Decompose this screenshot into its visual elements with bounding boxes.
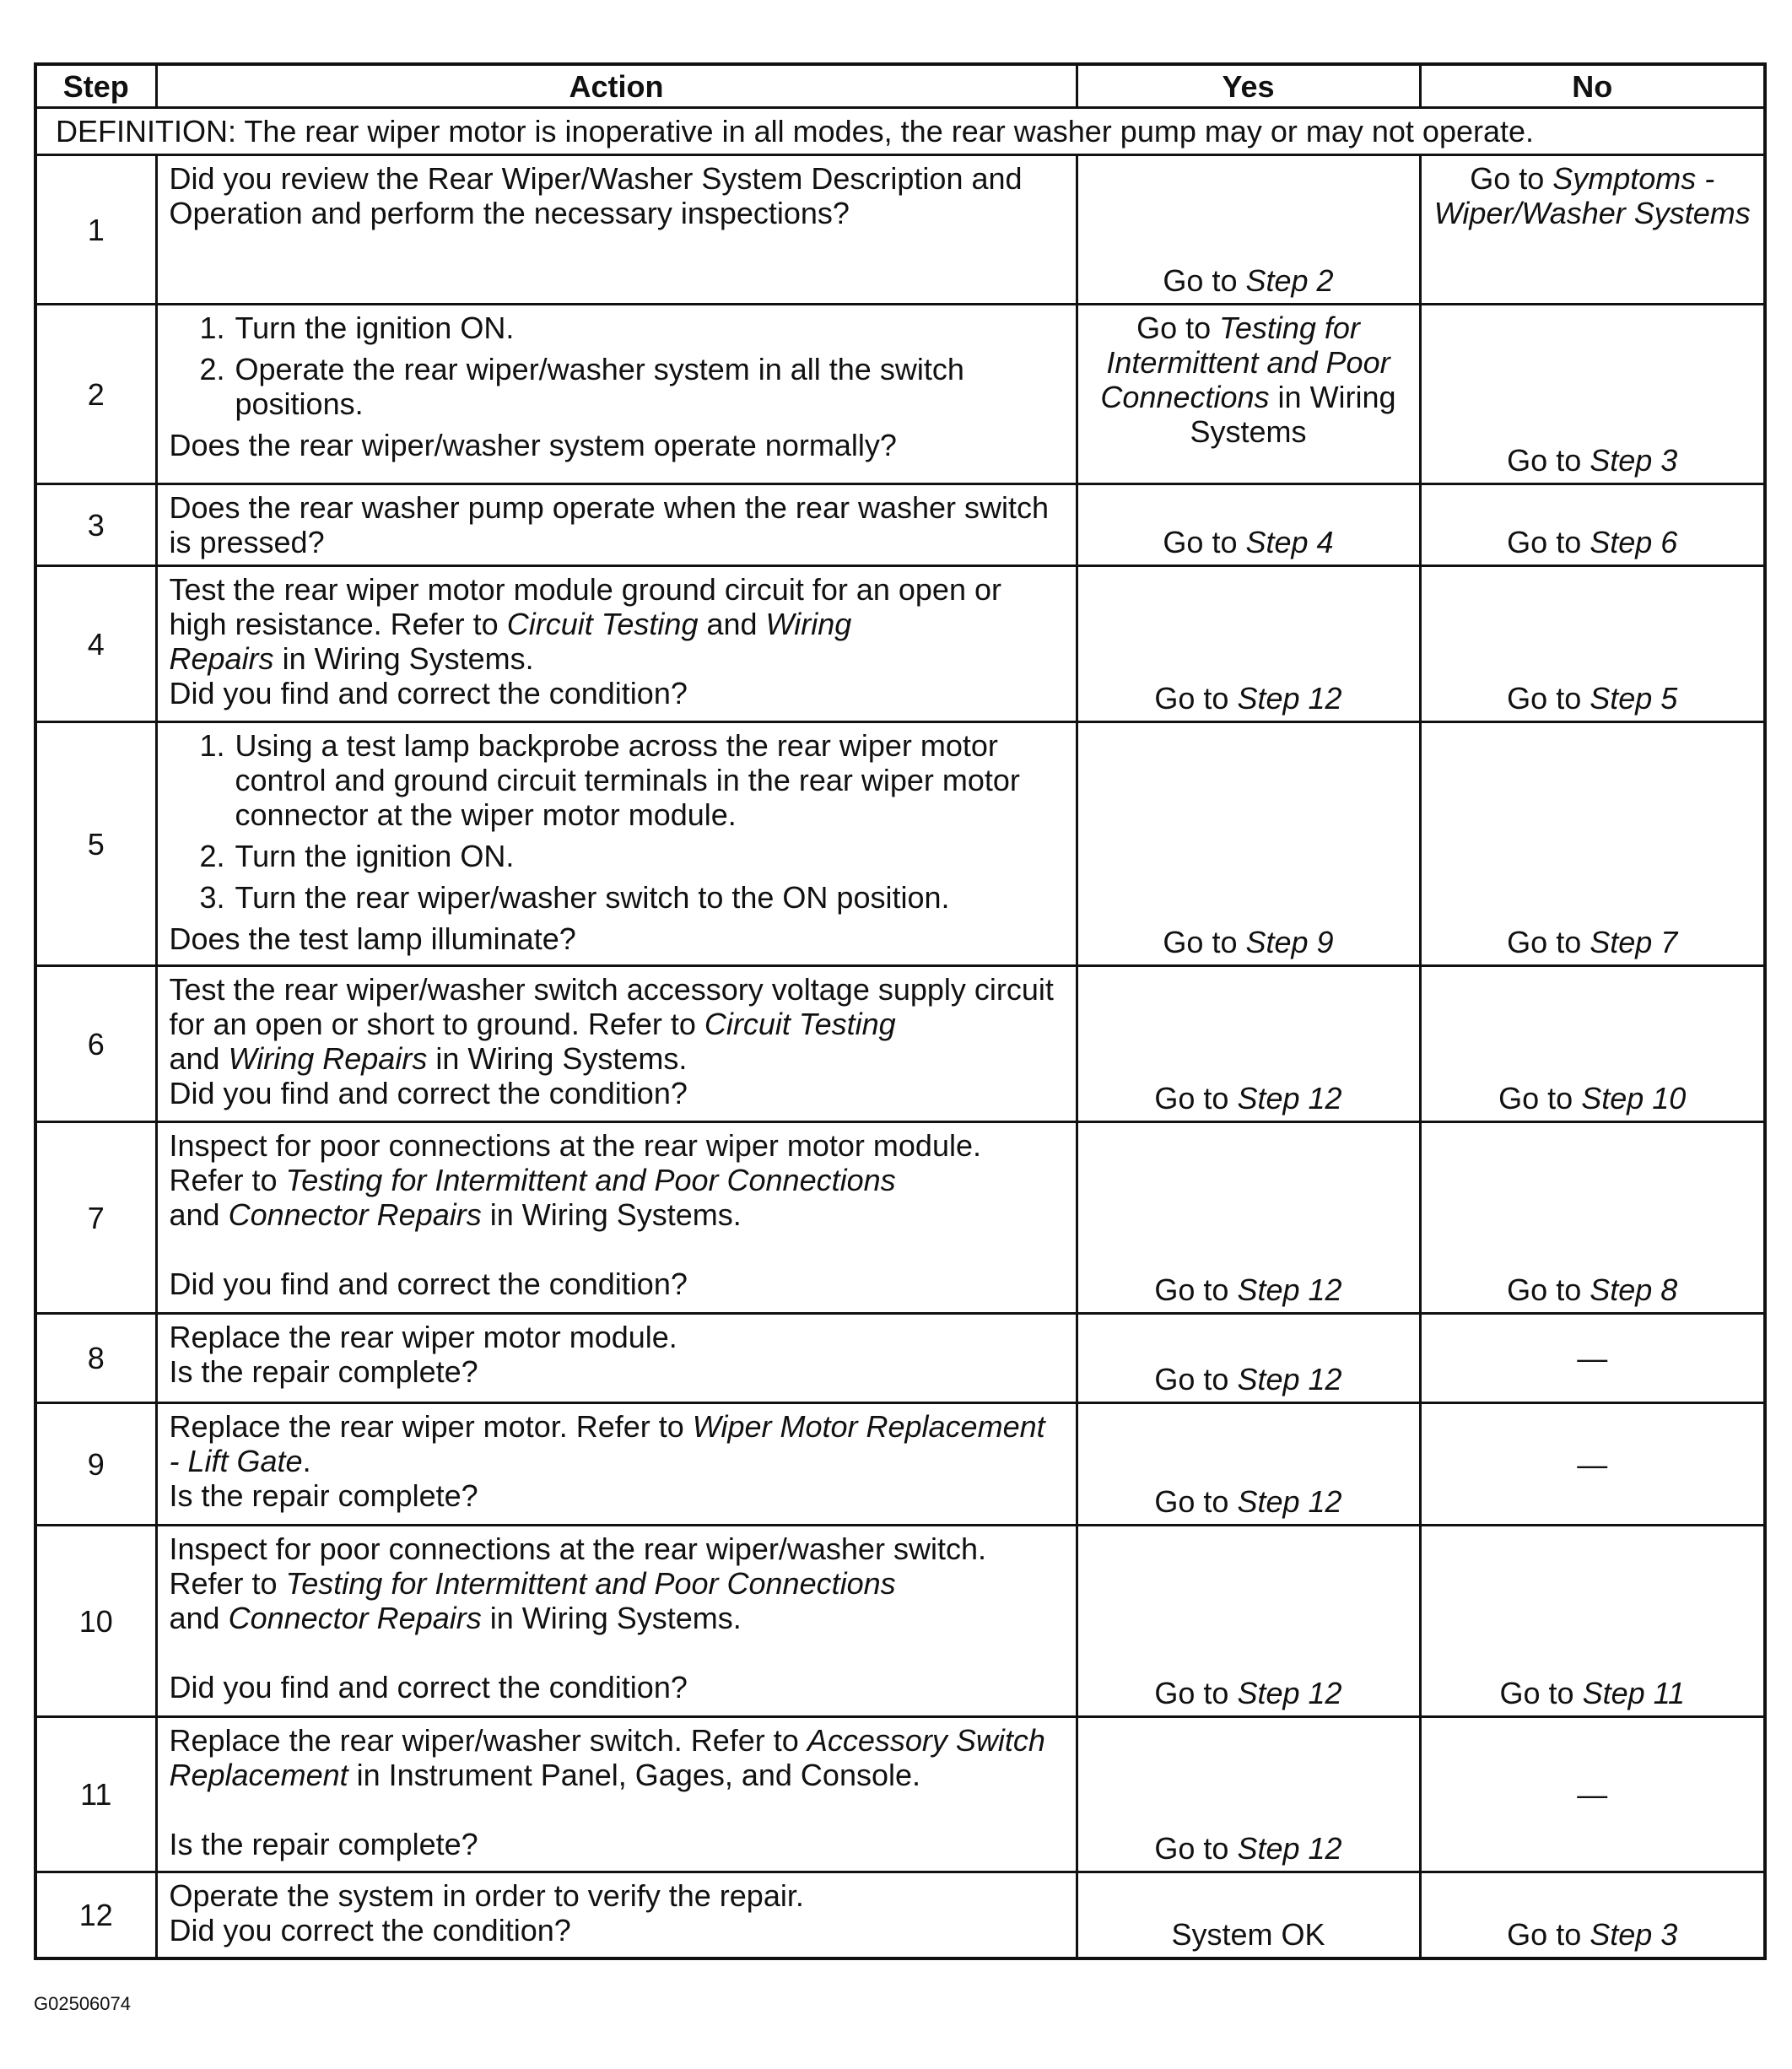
reference-text: Step 3 — [1590, 443, 1678, 478]
action-line — [170, 161, 1064, 196]
text-segment: Does the rear washer pump operate when the rear washer switch — [169, 490, 1050, 525]
no-result — [1420, 484, 1765, 566]
action-line — [170, 525, 1064, 559]
text-segment: Go to — [1507, 1916, 1590, 1952]
text-segment: Go to — [1154, 1484, 1238, 1519]
table-row — [35, 1872, 1765, 1958]
action-list-item — [183, 311, 1064, 345]
step-number: 6 — [35, 966, 156, 1122]
text-segment: Inspect for poor connections at the rear wiper/washer switch. — [169, 1531, 986, 1566]
text-segment: Go to — [1154, 1081, 1238, 1116]
action-text — [156, 1717, 1077, 1872]
text-segment: Test the rear wiper/washer switch accessory voltage supply circuit — [169, 972, 1054, 1007]
reference-text: Repairs — [169, 641, 274, 676]
action-list-item — [183, 839, 1064, 873]
text-segment: — — [1577, 1446, 1608, 1482]
reference-text: Step 12 — [1237, 681, 1342, 716]
step-number: 1 — [35, 155, 156, 305]
no-result — [1420, 566, 1765, 722]
action-text — [156, 1872, 1077, 1958]
list-number: 1. — [199, 728, 225, 763]
text-segment: and — [698, 607, 766, 641]
text-segment: in Wiring Systems. — [427, 1041, 688, 1076]
reference-text: Connector Repairs — [228, 1197, 482, 1232]
text-segment: Is the repair complete? — [169, 1478, 478, 1513]
table-row — [35, 1314, 1765, 1403]
text-segment: and — [169, 1197, 229, 1232]
table-row — [35, 305, 1765, 484]
text-segment: Go to — [1163, 925, 1246, 959]
step-number: 10 — [35, 1526, 156, 1717]
action-line — [170, 1566, 1064, 1601]
step-number: 5 — [35, 722, 156, 966]
action-line — [170, 972, 1064, 1007]
reference-text: Step 12 — [1237, 1831, 1342, 1866]
yes-result — [1077, 722, 1420, 966]
action-line — [170, 1409, 1064, 1444]
text-segment: Turn the rear wiper/washer switch to the ON position. — [235, 880, 950, 915]
text-segment: Replace the rear wiper motor module. — [169, 1320, 677, 1354]
action-text — [156, 722, 1077, 966]
list-item-text — [235, 352, 1064, 421]
reference-text: Circuit Testing — [506, 607, 699, 641]
text-segment: Inspect for poor connections at the rear wiper motor module. — [169, 1128, 981, 1163]
text-segment: Does the rear wiper/washer system operate normally? — [169, 428, 897, 462]
reference-text: Step 5 — [1590, 681, 1678, 716]
no-result — [1420, 966, 1765, 1122]
step-number: 3 — [35, 484, 156, 566]
yes-result — [1077, 484, 1420, 566]
reference-text: Step 6 — [1590, 525, 1678, 559]
definition-row — [35, 108, 1765, 155]
text-segment: Operate the rear wiper/washer system in all the switch positions. — [235, 352, 964, 421]
action-line — [170, 607, 1064, 641]
text-segment: Go to — [1163, 263, 1246, 298]
yes-result — [1077, 1717, 1420, 1872]
reference-text: Wiring — [765, 607, 852, 641]
text-segment: in Wiring Systems. — [481, 1601, 742, 1635]
header-yes: Yes — [1077, 64, 1420, 108]
header-step: Step — [35, 64, 156, 108]
action-line — [170, 1197, 1064, 1232]
text-segment: Did you find and correct the condition? — [169, 1076, 688, 1110]
text-segment: Go to — [1507, 681, 1590, 716]
no-result — [1420, 305, 1765, 484]
text-segment: Go to — [1154, 681, 1238, 716]
no-result — [1420, 1717, 1765, 1872]
text-segment: Refer to — [169, 1163, 286, 1197]
yes-result — [1077, 1403, 1420, 1526]
action-line — [170, 428, 1064, 462]
step-number: 9 — [35, 1403, 156, 1526]
text-segment: Replace the rear wiper motor. Refer to — [169, 1409, 693, 1444]
action-text — [156, 1122, 1077, 1314]
no-result — [1420, 1314, 1765, 1403]
text-segment: Go to — [1507, 1272, 1590, 1307]
action-text — [156, 566, 1077, 722]
text-segment: Did you find and correct the condition? — [169, 676, 688, 710]
table-row — [35, 966, 1765, 1122]
reference-text: Wiper Motor Replacement — [692, 1409, 1045, 1444]
text-segment: Go to — [1470, 161, 1553, 196]
action-line — [170, 1827, 1064, 1861]
list-number: 3. — [199, 880, 225, 915]
action-text — [156, 155, 1077, 305]
text-segment: Is the repair complete? — [169, 1827, 478, 1861]
reference-text: Step 4 — [1245, 525, 1334, 559]
text-segment: System OK — [1171, 1916, 1325, 1952]
header-action: Action — [156, 64, 1077, 108]
yes-result — [1077, 966, 1420, 1122]
action-line — [170, 572, 1064, 607]
yes-result — [1077, 1872, 1420, 1958]
action-line — [170, 196, 1064, 230]
table-row — [35, 1526, 1765, 1717]
text-segment: for an open or short to ground. Refer to — [169, 1007, 704, 1041]
action-line — [170, 1354, 1064, 1389]
no-result — [1420, 1526, 1765, 1717]
action-list-item — [183, 728, 1064, 832]
action-line — [170, 1913, 1064, 1947]
action-text — [156, 1526, 1077, 1717]
reference-text: Step 9 — [1245, 925, 1334, 959]
action-text — [156, 1403, 1077, 1526]
no-result — [1420, 1872, 1765, 1958]
reference-text: Step 12 — [1237, 1676, 1342, 1710]
reference-text: Step 10 — [1581, 1081, 1687, 1116]
step-number: 11 — [35, 1717, 156, 1872]
reference-text: Step 7 — [1590, 925, 1678, 959]
diagnostic-table — [34, 62, 1767, 1960]
table-row — [35, 722, 1765, 966]
reference-text: Testing for Intermittent and Poor Connections — [285, 1163, 896, 1197]
reference-text: - Lift Gate — [169, 1444, 303, 1478]
action-line — [170, 1444, 1064, 1478]
action-line — [170, 1723, 1064, 1758]
text-segment: Refer to — [169, 1566, 286, 1601]
text-segment: is pressed? — [169, 525, 325, 559]
action-line — [170, 1531, 1064, 1566]
step-number: 4 — [35, 566, 156, 722]
action-line — [170, 1128, 1064, 1163]
text-segment: — — [1577, 1777, 1608, 1812]
text-segment: Go to — [1136, 311, 1220, 345]
text-segment: Operation and perform the necessary inspections? — [169, 196, 850, 230]
reference-text: Step 8 — [1590, 1272, 1678, 1307]
text-segment: and — [169, 1041, 229, 1076]
step-number: 2 — [35, 305, 156, 484]
text-segment: Turn the ignition ON. — [235, 311, 515, 345]
step-number: 12 — [35, 1872, 156, 1958]
yes-result — [1077, 155, 1420, 305]
spacer — [170, 1232, 1064, 1267]
definition-text: DEFINITION: The rear wiper motor is inoperative in all modes, the rear washer pump may or may not operate. — [35, 108, 1765, 155]
spacer — [170, 1635, 1064, 1670]
step-number: 7 — [35, 1122, 156, 1314]
text-segment: Did you review the Rear Wiper/Washer System Description and — [169, 161, 1023, 196]
action-line — [170, 676, 1064, 710]
reference-text: Step 12 — [1237, 1081, 1342, 1116]
action-list-item — [183, 352, 1064, 421]
reference-text: Testing for Intermittent and Poor Connections — [285, 1566, 896, 1601]
reference-text: Symptoms - Wiper/Washer Systems — [1433, 161, 1751, 230]
header-row — [35, 64, 1765, 108]
list-item-text — [235, 728, 1064, 832]
yes-result — [1077, 1122, 1420, 1314]
action-line — [170, 1670, 1064, 1704]
text-segment: Go to — [1499, 1676, 1583, 1710]
reference-text: Accessory Switch — [807, 1723, 1045, 1758]
reference-text: Step 2 — [1245, 263, 1334, 298]
yes-result — [1077, 1314, 1420, 1403]
text-segment: Go to — [1498, 1081, 1582, 1116]
reference-text: Testing for Intermittent and Poor Connections — [1100, 311, 1390, 414]
table-body — [35, 108, 1765, 1958]
text-segment: Go to — [1154, 1676, 1238, 1710]
text-segment: Replace the rear wiper/washer switch. Refer to — [169, 1723, 807, 1758]
action-text — [156, 484, 1077, 566]
no-result — [1420, 1122, 1765, 1314]
text-segment: Go to — [1154, 1831, 1238, 1866]
action-list-item — [183, 880, 1064, 915]
list-number: 2. — [199, 352, 225, 386]
action-line — [170, 1878, 1064, 1913]
text-segment: Operate the system in order to verify the repair. — [169, 1878, 804, 1913]
reference-text: Step 3 — [1590, 1916, 1678, 1952]
reference-text: Step 12 — [1237, 1272, 1342, 1307]
header-no: No — [1420, 64, 1765, 108]
text-segment: Is the repair complete? — [169, 1354, 478, 1389]
text-segment: and — [169, 1601, 229, 1635]
text-segment: in Instrument Panel, Gages, and Console. — [348, 1758, 921, 1792]
text-segment: high resistance. Refer to — [169, 607, 507, 641]
text-segment: Did you find and correct the condition? — [169, 1670, 688, 1704]
text-segment: . — [302, 1444, 311, 1478]
action-line — [170, 1076, 1064, 1110]
action-text — [156, 1314, 1077, 1403]
action-line — [170, 1041, 1064, 1076]
no-result — [1420, 155, 1765, 305]
yes-result — [1077, 305, 1420, 484]
text-segment: in Wiring Systems — [1190, 380, 1396, 449]
table-row — [35, 566, 1765, 722]
table-row — [35, 1122, 1765, 1314]
list-number: 1. — [199, 311, 225, 345]
action-line — [170, 641, 1064, 676]
action-line — [170, 921, 1064, 956]
reference-text: Step 12 — [1237, 1362, 1342, 1396]
text-segment: Go to — [1163, 525, 1246, 559]
text-segment: Did you find and correct the condition? — [169, 1267, 688, 1301]
spacer — [170, 1792, 1064, 1827]
list-item-text — [235, 839, 515, 873]
action-line — [170, 1478, 1064, 1513]
action-line — [170, 1320, 1064, 1354]
list-item-text — [235, 311, 515, 345]
reference-text: Circuit Testing — [704, 1007, 896, 1041]
text-segment: Test the rear wiper motor module ground circuit for an open or — [169, 572, 1001, 607]
reference-text: Wiring Repairs — [228, 1041, 428, 1076]
reference-text: Step 12 — [1237, 1484, 1342, 1519]
reference-text: Step 11 — [1582, 1676, 1685, 1710]
table-row — [35, 1403, 1765, 1526]
text-segment: — — [1577, 1341, 1608, 1375]
action-line — [170, 1163, 1064, 1197]
text-segment: Go to — [1507, 443, 1590, 478]
reference-text: Replacement — [169, 1758, 348, 1792]
action-line — [170, 1601, 1064, 1635]
yes-result — [1077, 1526, 1420, 1717]
text-segment: in Wiring Systems. — [481, 1197, 742, 1232]
action-line — [170, 490, 1064, 525]
figure-id: G02506074 — [34, 1993, 131, 2014]
yes-result — [1077, 566, 1420, 722]
no-result — [1420, 722, 1765, 966]
text-segment: in Wiring Systems. — [273, 641, 534, 676]
reference-text: Connector Repairs — [228, 1601, 482, 1635]
text-segment: Turn the ignition ON. — [235, 839, 515, 873]
step-number: 8 — [35, 1314, 156, 1403]
text-segment: Go to — [1507, 925, 1590, 959]
action-line — [170, 1007, 1064, 1041]
table-row — [35, 1717, 1765, 1872]
list-number: 2. — [199, 839, 225, 873]
list-item-text — [235, 880, 950, 915]
action-text — [156, 305, 1077, 484]
action-line — [170, 1267, 1064, 1301]
action-text — [156, 966, 1077, 1122]
text-segment: Using a test lamp backprobe across the rear wiper motor control and ground circuit terminals in the rear wiper motor connector at the wiper motor module. — [235, 728, 1020, 832]
text-segment: Does the test lamp illuminate? — [169, 921, 576, 956]
text-segment: Did you correct the condition? — [169, 1913, 571, 1947]
table-row — [35, 155, 1765, 305]
text-segment: Go to — [1154, 1272, 1238, 1307]
table-row — [35, 484, 1765, 566]
text-segment: Go to — [1507, 525, 1590, 559]
no-result — [1420, 1403, 1765, 1526]
action-line — [170, 1758, 1064, 1792]
text-segment: Go to — [1154, 1362, 1238, 1396]
